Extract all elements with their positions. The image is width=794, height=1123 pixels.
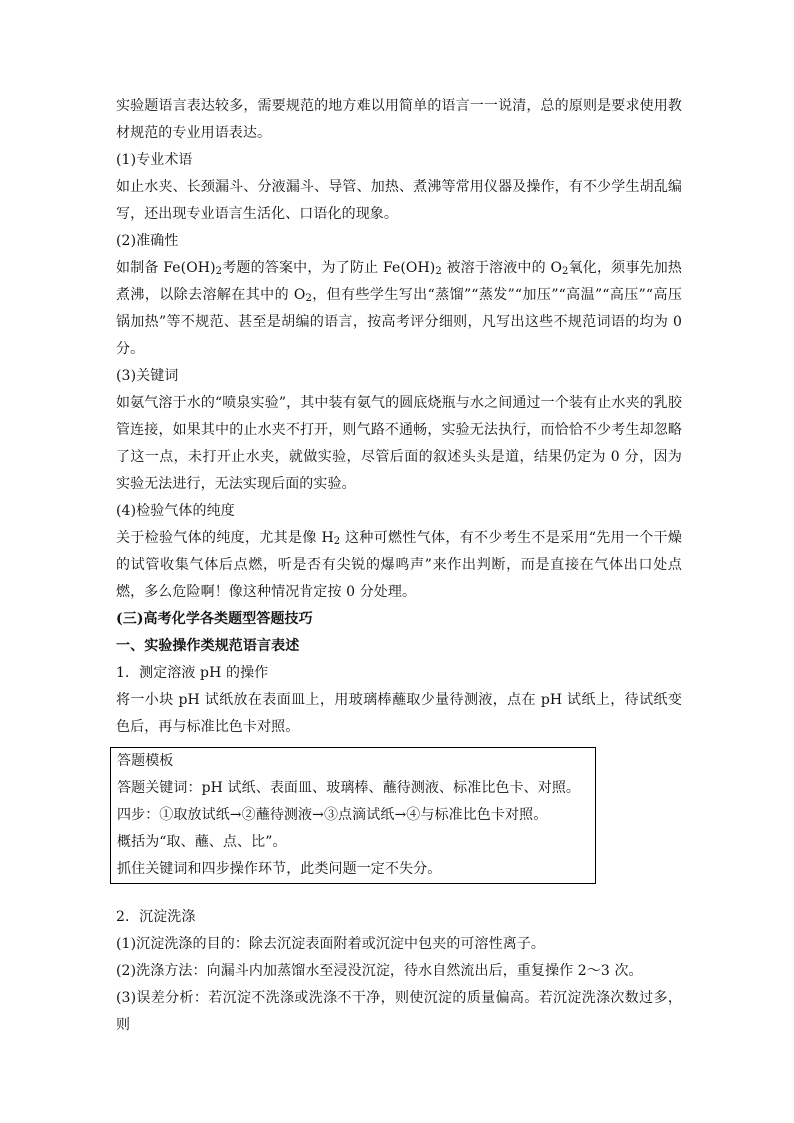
- section-title-accuracy: (2)准确性: [116, 233, 179, 249]
- spacer: [116, 890, 682, 904]
- item1-title: 1．测定溶液 pH 的操作: [116, 665, 269, 681]
- part3-title: (三)高考化学各类题型答题技巧: [116, 611, 313, 627]
- section-body-gas-purity: 关于检验气体的纯度，尤其是像 $H_2$ 这种可燃性气体，有不少考生不是采用“先用一个干燥的试管收集气体后点燃，听是否有尖锐的爆鸣声”来作出判断，而是直接在气体出口处点燃，多么危险啊！像这种情况肯定按 0 分处理。: [116, 530, 682, 600]
- section-body-accuracy: 如制备 $Fe(OH)_2$考题的答案中，为了防止 $Fe(OH)_2$ 被溶于溶液中的 $O_2$氧化，须事先加热煮沸，以除去溶解在其中的 $O_2$，但有些学生写出“蒸馏”“蒸发”“加压”“高温”“高压”“高压锅加热”等不规范、甚至是胡编的语言，按高考评分细则，凡写出这些不规范词语的均为 0 分。: [116, 260, 682, 357]
- item2-title: 2．沉淀洗涤: [116, 909, 196, 925]
- section-body-terminology: 如止水夹、长颈漏斗、分液漏斗、导管、加热、煮沸等常用仪器及操作，有不少学生胡乱编写，还出现专业语言生活化、口语化的现象。: [116, 179, 682, 222]
- item2-line: (3)误差分析：若沉淀不洗涤或洗涤不干净，则使沉淀的质量偏高。若沉淀洗涤次数过多，则: [116, 990, 682, 1033]
- template-line: 概括为“取、蘸、点、比”。: [117, 834, 287, 850]
- template-line: 答题关键词：pH 试纸、表面皿、玻璃棒、蘸待测液、标准比色卡、对照。: [117, 780, 581, 796]
- answer-template-box: [110, 747, 596, 884]
- section-body-keywords: 如氨气溶于水的“喷泉实验”，其中装有氨气的圆底烧瓶与水之间通过一个装有止水夹的乳胶管连接，如果其中的止水夹不打开，则气路不通畅，实验无法执行，而恰恰不少考生却忽略了这一点，未打开止水夹，就做实验，尽管后面的叙述头头是道，结果仍定为 0 分，因为实验无法进行，无法实现后面的实验。: [116, 395, 682, 492]
- section-title-keywords: (3)关键词: [116, 368, 179, 384]
- item2-line: (1)沉淀洗涤的目的：除去沉淀表面附着或沉淀中包夹的可溶性离子。: [116, 936, 546, 952]
- template-line: 抓住关键词和四步操作环节，此类问题一定不失分。: [117, 861, 442, 877]
- part3-subtitle: 一、实验操作类规范语言表述: [116, 638, 300, 654]
- section-title-gas-purity: (4)检验气体的纯度: [116, 503, 235, 519]
- intro-paragraph: 实验题语言表达较多，需要规范的地方难以用简单的语言一一说清，总的原则是要求使用教材规范的专业用语表达。: [116, 98, 682, 141]
- item1-body: 将一小块 pH 试纸放在表面皿上，用玻璃棒蘸取少量待测液，点在 pH 试纸上，待试纸变色后，再与标准比色卡对照。: [116, 692, 682, 735]
- item2-line: (2)洗涤方法：向漏斗内加蒸馏水至浸没沉淀，待水自然流出后，重复操作 2～3 次。: [116, 963, 643, 979]
- document-body: [116, 93, 682, 1039]
- template-title: 答题模板: [117, 753, 174, 769]
- section-title-terminology: (1)专业术语: [116, 152, 193, 168]
- template-line: 四步：①取放试纸→②蘸待测液→③点滴试纸→④与标准比色卡对照。: [117, 807, 548, 823]
